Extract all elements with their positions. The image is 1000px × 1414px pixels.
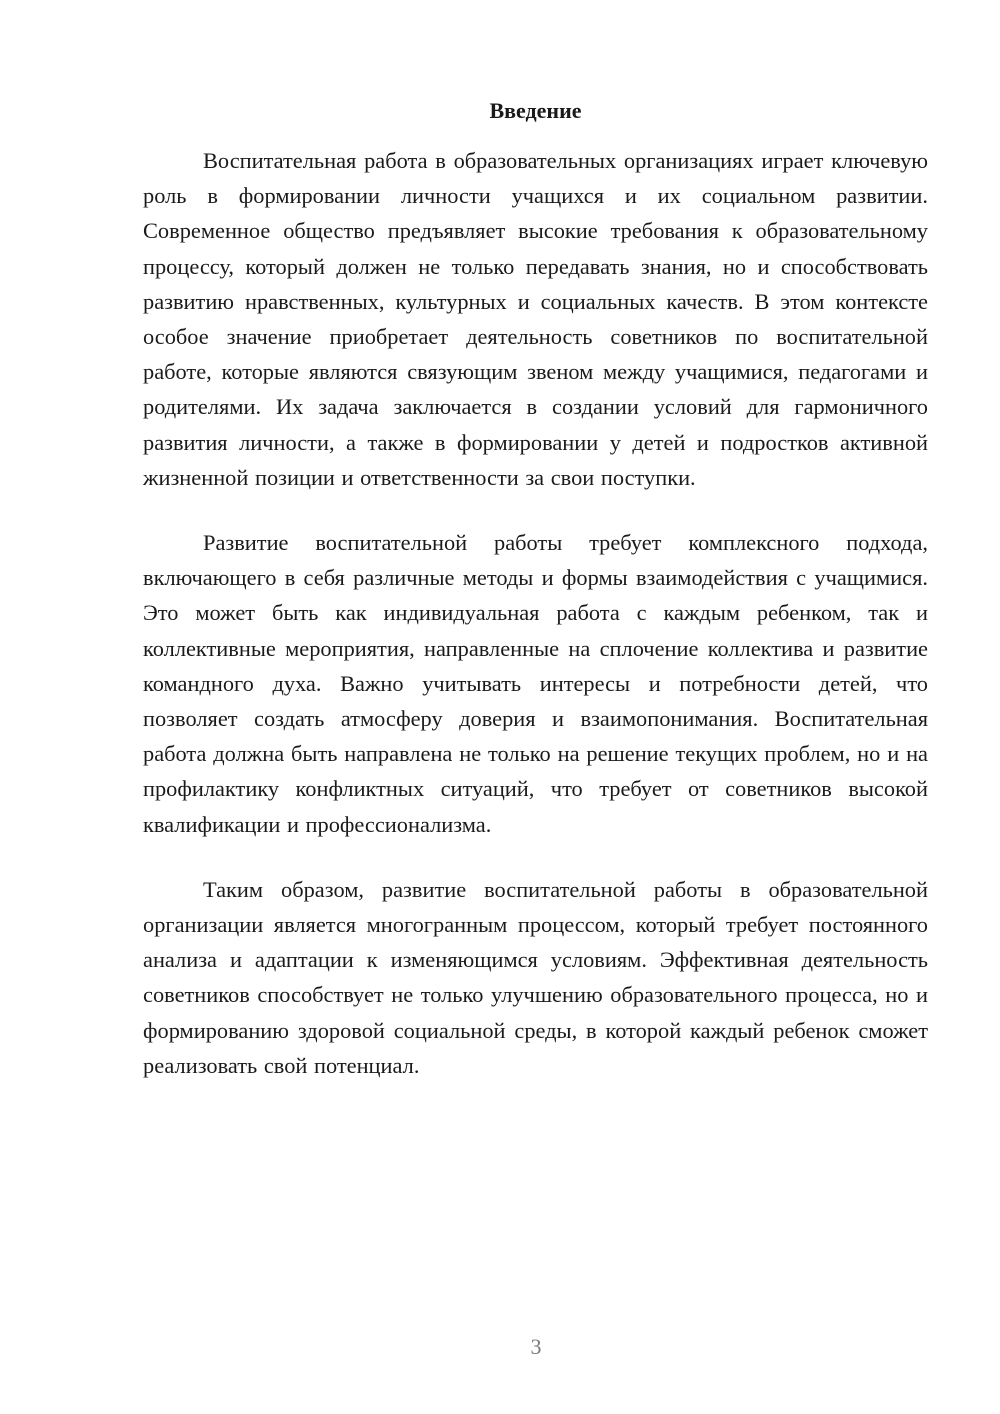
page-number: 3	[530, 1334, 542, 1359]
paragraph-1: Воспитательная работа в образовательных организациях играет ключевую роль в формировании личности учащихся и их социальном развитии. Современное общество предъявляет высокие требования к образовательному процессу, который должен не только передавать знания, но и способствовать развитию нравственных, культурных и социальных качеств. В этом контексте особое значение приобретает деятельность советников по воспитательной работе, которые являются связующим звеном между учащимися, педагогами и родителями. Их задача заключается в создании условий для гармоничного развития личности, а также в формировании у детей и подростков активной жизненной позиции и ответственности за свои поступки.	[143, 148, 928, 490]
body-text	[143, 143, 928, 1113]
paragraph-3: Таким образом, развитие воспитательной работы в образовательной организации является многогранным процессом, который требует постоянного анализа и адаптации к изменяющимся условиям. Эффективная деятельность советников способствует не только улучшению образовательного процесса, но и формированию здоровой социальной среды, в которой каждый ребенок сможет реализовать свой потенциал.	[143, 876, 928, 1078]
paragraph-2: Развитие воспитательной работы требует комплексного подхода, включающего в себя различные методы и формы взаимодействия с учащимися. Это может быть как индивидуальная работа с каждым ребенком, так и коллективные мероприятия, направленные на сплочение коллектива и развитие командного духа. Важно учитывать интересы и потребности детей, что позволяет создать атмосферу доверия и взаимопонимания. Воспитательная работа должна быть направлена не только на решение текущих проблем, но и на профилактику конфликтных ситуаций, что требует от советников высокой квалификации и профессионализма.	[143, 530, 928, 837]
section-heading: Введение	[489, 98, 582, 123]
